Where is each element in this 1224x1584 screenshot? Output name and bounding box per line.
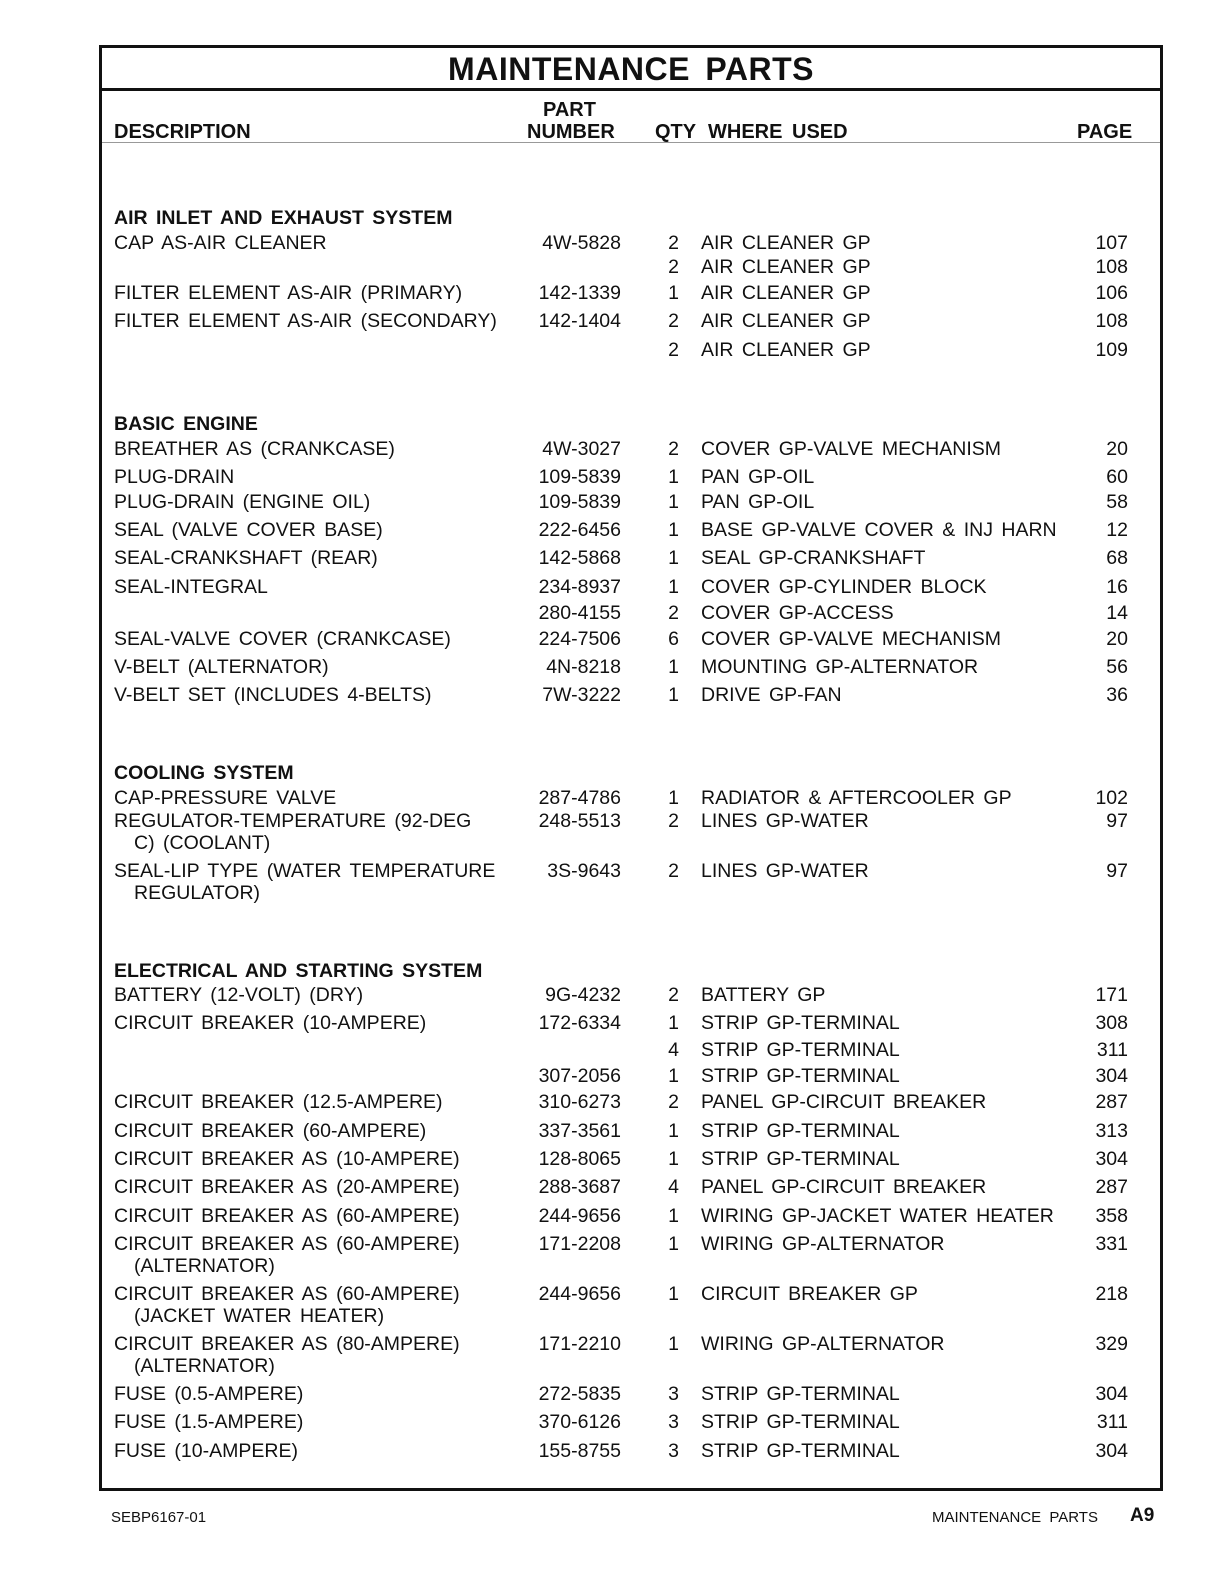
part-description: CIRCUIT BREAKER AS (10-AMPERE) [114,1148,460,1170]
part-number: 4N-8218 [546,656,621,678]
where-used: WIRING GP-ALTERNATOR [701,1333,945,1355]
part-number: 244-9656 [538,1283,621,1305]
part-description: SEAL-CRANKSHAFT (REAR) [114,547,378,569]
page-reference: 68 [1106,547,1128,569]
part-description: SEAL-INTEGRAL [114,576,268,598]
part-number: 171-2208 [538,1233,621,1255]
part-description: CIRCUIT BREAKER AS (60-AMPERE) [114,1283,460,1305]
part-description: FUSE (1.5-AMPERE) [114,1411,304,1433]
where-used: WIRING GP-ALTERNATOR [701,1233,945,1255]
part-number: 3S-9643 [547,860,621,882]
page-reference: 304 [1095,1383,1128,1405]
part-quantity: 1 [668,466,679,488]
where-used: WIRING GP-JACKET WATER HEATER [701,1205,1054,1227]
part-description: CIRCUIT BREAKER (12.5-AMPERE) [114,1091,443,1113]
part-number: 337-3561 [538,1120,621,1142]
part-number: 370-6126 [538,1411,621,1433]
part-number: 287-4786 [538,787,621,809]
where-used: SEAL GP-CRANKSHAFT [701,547,926,569]
part-quantity: 2 [668,810,679,832]
page-reference: 16 [1106,576,1128,598]
page-reference: 58 [1106,491,1128,513]
page-reference: 14 [1106,602,1128,624]
part-number: 142-1404 [538,310,621,332]
section-heading: ELECTRICAL AND STARTING SYSTEM [114,960,483,982]
part-quantity: 1 [668,1065,679,1087]
page-reference: 107 [1095,232,1128,254]
header-page: PAGE [1077,121,1133,143]
part-description: FILTER ELEMENT AS-AIR (SECONDARY) [114,310,497,332]
page-reference: 106 [1095,282,1128,304]
where-used: STRIP GP-TERMINAL [701,1012,900,1034]
part-quantity: 1 [668,684,679,706]
part-number: 9G-4232 [545,984,621,1006]
page-reference: 60 [1106,466,1128,488]
page-reference: 171 [1095,984,1128,1006]
where-used: BATTERY GP [701,984,826,1006]
where-used: AIR CLEANER GP [701,256,871,278]
part-number: 248-5513 [538,810,621,832]
part-description: CIRCUIT BREAKER AS (80-AMPERE) [114,1333,460,1355]
part-description: FUSE (0.5-AMPERE) [114,1383,304,1405]
part-quantity: 2 [668,438,679,460]
footer-section-name: MAINTENANCE PARTS [932,1509,1098,1526]
where-used: PAN GP-OIL [701,491,815,513]
where-used: STRIP GP-TERMINAL [701,1039,900,1061]
part-description: (JACKET WATER HEATER) [134,1305,385,1327]
footer-page-number: A9 [1130,1505,1155,1526]
page-reference: 287 [1095,1176,1128,1198]
part-description: V-BELT SET (INCLUDES 4-BELTS) [114,684,432,706]
where-used: BASE GP-VALVE COVER & INJ HARN [701,519,1057,541]
page-reference: 102 [1095,787,1128,809]
section-heading: AIR INLET AND EXHAUST SYSTEM [114,207,453,229]
part-number: 128-8065 [538,1148,621,1170]
part-quantity: 1 [668,656,679,678]
where-used: STRIP GP-TERMINAL [701,1065,900,1087]
part-description: C) (COOLANT) [134,832,271,854]
part-description: BREATHER AS (CRANKCASE) [114,438,395,460]
footer-doc-id: SEBP6167-01 [111,1509,207,1526]
where-used: AIR CLEANER GP [701,232,871,254]
part-description: CIRCUIT BREAKER (10-AMPERE) [114,1012,427,1034]
part-quantity: 2 [668,860,679,882]
where-used: CIRCUIT BREAKER GP [701,1283,918,1305]
part-description: SEAL (VALVE COVER BASE) [114,519,383,541]
page-reference: 108 [1095,256,1128,278]
page-reference: 108 [1095,310,1128,332]
page-reference: 12 [1106,519,1128,541]
part-description: SEAL-LIP TYPE (WATER TEMPERATURE [114,860,496,882]
header-where-used: WHERE USED [708,121,848,143]
part-description: CAP-PRESSURE VALVE [114,787,337,809]
part-quantity: 2 [668,984,679,1006]
part-quantity: 2 [668,339,679,361]
part-quantity: 1 [668,787,679,809]
page-reference: 97 [1106,810,1128,832]
header-part-line2: NUMBER [527,121,615,143]
part-quantity: 3 [668,1411,679,1433]
part-number: 272-5835 [538,1383,621,1405]
page-reference: 304 [1095,1440,1128,1462]
part-description: CAP AS-AIR CLEANER [114,232,327,254]
part-number: 307-2056 [538,1065,621,1087]
where-used: PAN GP-OIL [701,466,815,488]
part-description: PLUG-DRAIN (ENGINE OIL) [114,491,371,513]
part-description: PLUG-DRAIN [114,466,235,488]
header-divider [102,142,1160,143]
part-description: BATTERY (12-VOLT) (DRY) [114,984,364,1006]
part-description: FILTER ELEMENT AS-AIR (PRIMARY) [114,282,463,304]
part-description: FUSE (10-AMPERE) [114,1440,298,1462]
page-reference: 311 [1096,1039,1128,1061]
parts-table-frame [99,45,1163,1491]
part-number: 155-8755 [538,1440,621,1462]
part-quantity: 6 [668,628,679,650]
header-qty: QTY [655,121,697,143]
part-quantity: 3 [668,1383,679,1405]
page-reference: 329 [1095,1333,1128,1355]
part-number: 222-6456 [538,519,621,541]
page-reference: 304 [1095,1065,1128,1087]
where-used: STRIP GP-TERMINAL [701,1148,900,1170]
part-description: SEAL-VALVE COVER (CRANKCASE) [114,628,451,650]
part-quantity: 2 [668,1091,679,1113]
page-reference: 36 [1106,684,1128,706]
part-quantity: 2 [668,310,679,332]
page-reference: 56 [1106,656,1128,678]
part-number: 224-7506 [538,628,621,650]
part-quantity: 2 [668,602,679,624]
part-quantity: 1 [668,1120,679,1142]
part-number: 280-4155 [538,602,621,624]
part-quantity: 1 [668,547,679,569]
part-number: 109-5839 [538,466,621,488]
page-reference: 20 [1106,438,1128,460]
part-number: 142-5868 [538,547,621,569]
part-quantity: 2 [668,256,679,278]
where-used: AIR CLEANER GP [701,282,871,304]
part-number: 4W-5828 [542,232,621,254]
where-used: STRIP GP-TERMINAL [701,1383,900,1405]
part-number: 310-6273 [538,1091,621,1113]
where-used: AIR CLEANER GP [701,339,871,361]
part-description: V-BELT (ALTERNATOR) [114,656,329,678]
part-number: 4W-3027 [542,438,621,460]
page-reference: 331 [1095,1233,1128,1255]
where-used: STRIP GP-TERMINAL [701,1120,900,1142]
part-number: 172-6334 [538,1012,621,1034]
part-description: CIRCUIT BREAKER (60-AMPERE) [114,1120,427,1142]
section-heading: BASIC ENGINE [114,413,258,435]
part-number: 288-3687 [538,1176,621,1198]
part-quantity: 1 [668,1012,679,1034]
page-title: MAINTENANCE PARTS [102,48,1160,91]
part-number: 109-5839 [538,491,621,513]
page-reference: 97 [1106,860,1128,882]
where-used: COVER GP-VALVE MECHANISM [701,628,1001,650]
part-quantity: 3 [668,1440,679,1462]
part-description: REGULATOR) [134,882,261,904]
where-used: COVER GP-ACCESS [701,602,894,624]
where-used: STRIP GP-TERMINAL [701,1411,900,1433]
part-number: 244-9656 [538,1205,621,1227]
part-quantity: 1 [668,1233,679,1255]
where-used: COVER GP-VALVE MECHANISM [701,438,1001,460]
where-used: COVER GP-CYLINDER BLOCK [701,576,987,598]
where-used: RADIATOR & AFTERCOOLER GP [701,787,1012,809]
page-reference: 358 [1095,1205,1128,1227]
header-description: DESCRIPTION [114,121,251,143]
part-number: 171-2210 [538,1333,621,1355]
part-description: (ALTERNATOR) [134,1255,275,1277]
part-number: 7W-3222 [542,684,621,706]
page-reference: 287 [1095,1091,1128,1113]
part-description: CIRCUIT BREAKER AS (20-AMPERE) [114,1176,460,1198]
page-reference: 20 [1106,628,1128,650]
part-quantity: 4 [668,1039,679,1061]
part-quantity: 2 [668,232,679,254]
part-description: (ALTERNATOR) [134,1355,275,1377]
page-reference: 308 [1095,1012,1128,1034]
part-number: 234-8937 [538,576,621,598]
page-reference: 304 [1095,1148,1128,1170]
where-used: AIR CLEANER GP [701,310,871,332]
page-reference: 109 [1095,339,1128,361]
part-quantity: 1 [668,282,679,304]
part-quantity: 1 [668,1283,679,1305]
part-quantity: 1 [668,519,679,541]
where-used: STRIP GP-TERMINAL [701,1440,900,1462]
where-used: MOUNTING GP-ALTERNATOR [701,656,979,678]
page-reference: 218 [1095,1283,1128,1305]
part-description: CIRCUIT BREAKER AS (60-AMPERE) [114,1233,460,1255]
part-quantity: 1 [668,1148,679,1170]
part-quantity: 4 [668,1176,679,1198]
where-used: LINES GP-WATER [701,810,869,832]
part-quantity: 1 [668,1205,679,1227]
where-used: PANEL GP-CIRCUIT BREAKER [701,1091,987,1113]
page-reference: 313 [1095,1120,1128,1142]
part-description: CIRCUIT BREAKER AS (60-AMPERE) [114,1205,460,1227]
page-reference: 311 [1096,1411,1128,1433]
part-description: REGULATOR-TEMPERATURE (92-DEG [114,810,472,832]
part-quantity: 1 [668,576,679,598]
where-used: LINES GP-WATER [701,860,869,882]
where-used: PANEL GP-CIRCUIT BREAKER [701,1176,987,1198]
where-used: DRIVE GP-FAN [701,684,842,706]
part-quantity: 1 [668,491,679,513]
section-heading: COOLING SYSTEM [114,762,294,784]
part-number: 142-1339 [538,282,621,304]
header-part-line1: PART [543,99,596,121]
part-quantity: 1 [668,1333,679,1355]
